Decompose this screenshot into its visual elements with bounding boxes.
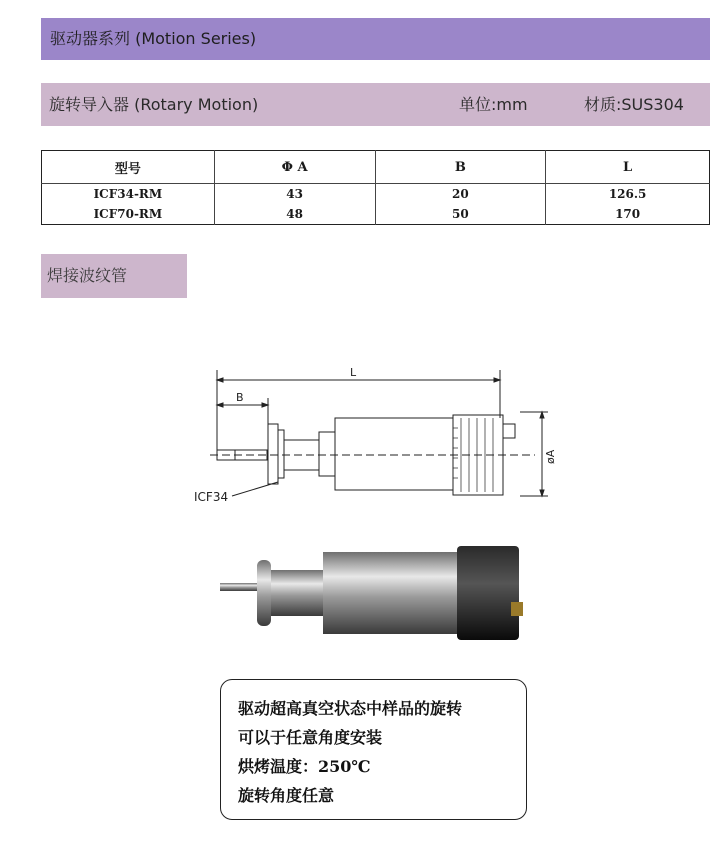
column-header-b: B xyxy=(375,151,546,184)
note-line: 烘烤温度：250℃ xyxy=(238,757,371,776)
photo-flange xyxy=(257,560,271,626)
note-line: 旋转角度任意 xyxy=(238,786,335,805)
photo-knob xyxy=(457,546,519,640)
body xyxy=(335,418,453,490)
column-header-phi-a: Φ A xyxy=(214,151,375,184)
cell-l: 126.5 xyxy=(546,184,710,205)
arrowhead xyxy=(217,403,223,407)
technical-drawing xyxy=(190,360,560,520)
material-label: 材质:SUS304 xyxy=(584,94,684,114)
cell-l: 170 xyxy=(546,204,710,225)
cell-model: ICF70-RM xyxy=(93,207,163,221)
feature-notes xyxy=(220,679,527,820)
flange-label: ICF34 xyxy=(194,490,229,504)
dim-b-label: B xyxy=(236,391,244,404)
spec-table xyxy=(41,150,710,225)
arrowhead xyxy=(494,378,500,382)
unit-label: 单位:mm xyxy=(459,94,528,114)
photo-body xyxy=(323,552,463,634)
section-title: 焊接波纹管 xyxy=(47,266,128,285)
series-header xyxy=(41,18,710,60)
product-title: 旋转导入器 (Rotary Motion) xyxy=(49,94,259,114)
cell-phi-a: 48 xyxy=(214,204,375,225)
photo-set-screw xyxy=(511,602,523,616)
set-screw xyxy=(503,424,515,438)
note-line: 驱动超高真空状态中样品的旋转 xyxy=(238,699,463,718)
cell-phi-a: 43 xyxy=(214,184,375,205)
cell-b: 20 xyxy=(375,184,546,205)
arrowhead xyxy=(262,403,268,407)
dim-phi-a-label: øA xyxy=(544,449,557,464)
flange xyxy=(268,424,278,484)
product-header xyxy=(41,83,710,126)
table-row xyxy=(42,204,710,225)
arrowhead xyxy=(540,412,544,418)
leader-line xyxy=(232,482,278,496)
arrowhead xyxy=(540,490,544,496)
cell-b: 50 xyxy=(375,204,546,225)
photo-shaft xyxy=(220,583,262,591)
photo-neck xyxy=(271,570,323,616)
column-header-model: 型号 xyxy=(42,151,215,184)
column-header-l: L xyxy=(546,151,710,184)
cell-model: ICF34-RM xyxy=(93,187,163,201)
dim-l-label: L xyxy=(350,366,357,379)
table-row xyxy=(42,184,710,205)
section-header xyxy=(41,254,187,298)
arrowhead xyxy=(217,378,223,382)
series-title: 驱动器系列 (Motion Series) xyxy=(50,29,257,48)
table-header-row xyxy=(42,151,710,184)
product-photo xyxy=(215,538,535,648)
note-line: 可以于任意角度安装 xyxy=(238,728,383,747)
